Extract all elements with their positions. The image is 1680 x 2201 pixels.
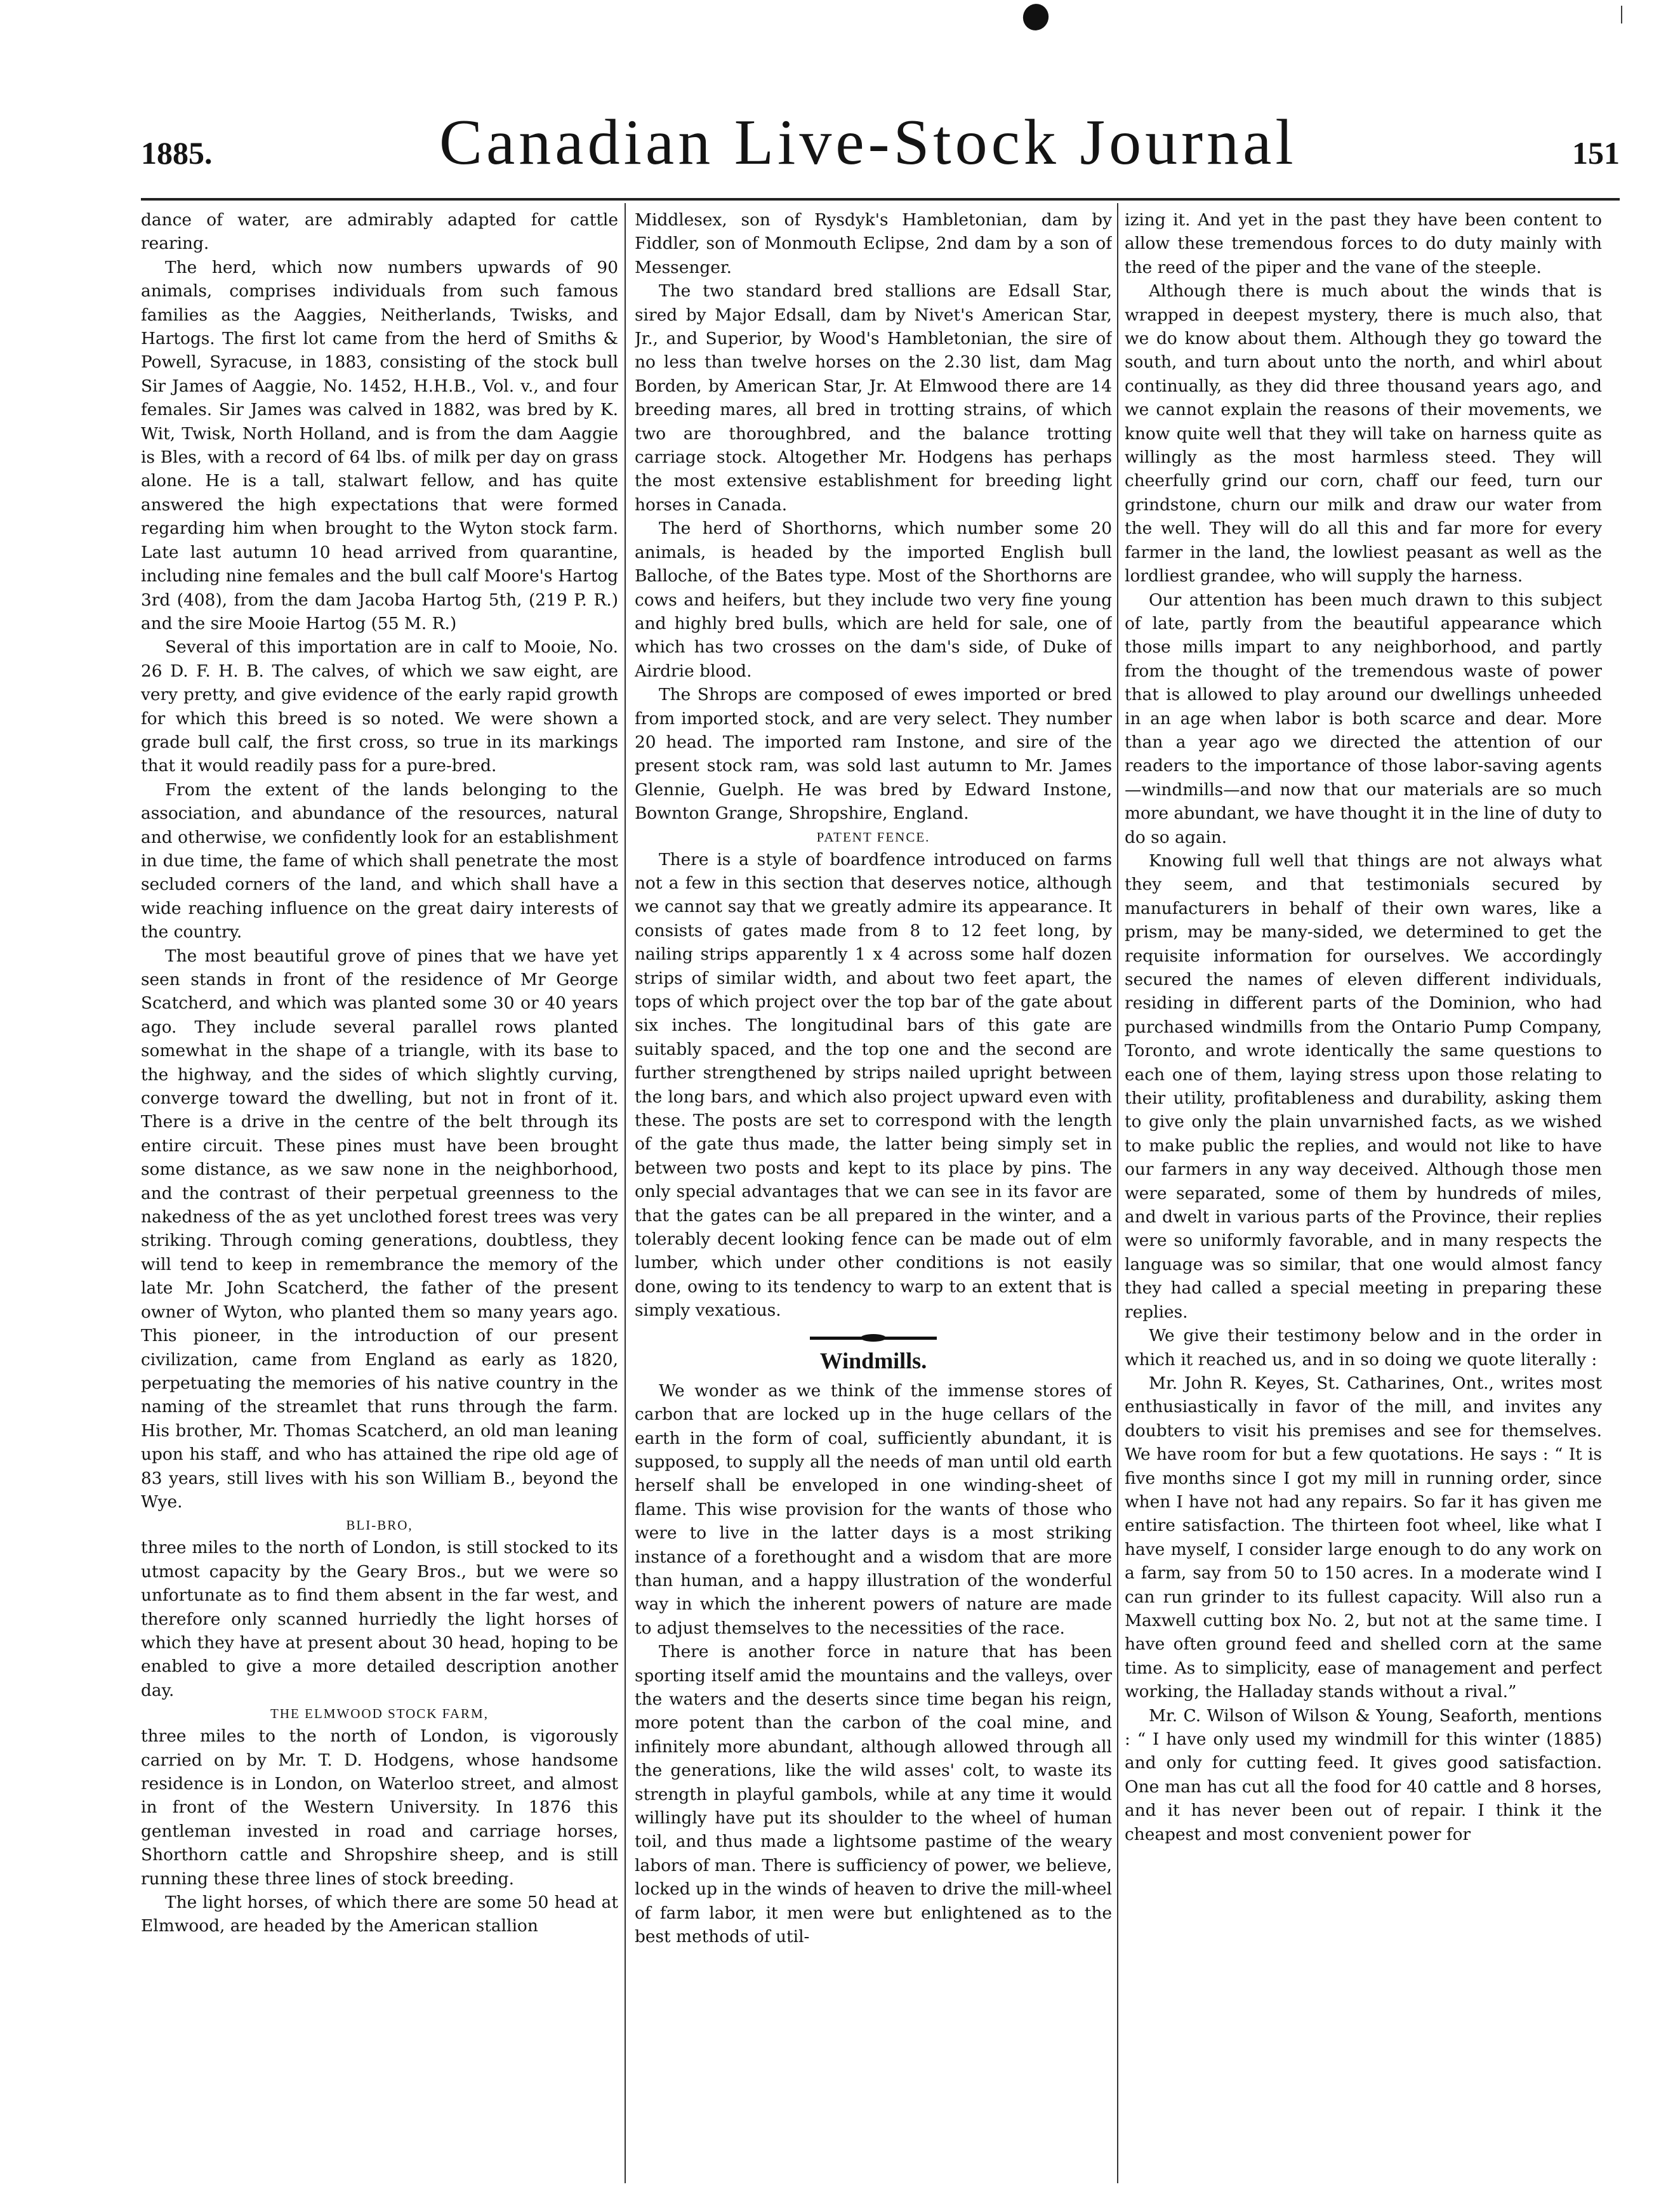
paragraph: Our attention has been much drawn to this subject of late, partly from the beautiful appearance which those mills impart to any neighborhood, and partly from the thought of the tremendous waste of power that is allowed to play around our dwellings unheeded in an age when labor is both scarce and dear. More than a year ago we directed the attention of our readers to the importance of those labor-saving agents—windmills—and now that our materials are so much more abundant, we have thought it in the line of duty to do so again. — [1125, 590, 1602, 847]
paragraph: three miles to the north of London, is still stocked to its utmost capacity by the Geary Bros., but we were so unfortunate as to find them absent in the far west, and therefore only scanned hurriedly the light horses of which they have at present about 30 head, hoping to be enabled to give a more detailed description another day. — [141, 1538, 618, 1700]
paragraph: Knowing full well that things are not always what they seem, and that testimonials secured by manufacturers in behalf of their own wares, like a prism, may be many-sided, we determined to get the requisite information for ourselves. We accordingly secured the names of eleven different individuals, residing in different parts of the Dominion, who had purchased windmills from the Ontario Pump Company, Toronto, and wrote identically the same questions to each one of them, laying stress upon those relating to their utility, profitableness and durability, asking them to give only the plain unvarnished facts, as we wished to make public the replies, and would not like to have our farmers in any way deceived. Although those men were separated, some of them by hundreds of miles, and dwelt in various parts of the Province, their replies were so uniformly favorable, and in many respects the language was so similar, that one would almost fancy they had called a special meeting in preparing these replies. — [1125, 850, 1602, 1322]
ornamental-divider — [810, 1337, 937, 1340]
page-number: 151 — [1572, 135, 1620, 171]
column-2 — [635, 208, 1112, 2182]
paragraph: The herd of Shorthorns, which number some 20 animals, is headed by the imported English bull Balloche, of the Bates type. Most of the Shorthorns are cows and heifers, but they include two very fine young and highly bred bulls, which are held for sale, one of which has two crosses on the dam's side, of Duke of Airdrie blood. — [635, 519, 1112, 681]
paragraph: The light horses, of which there are some 50 head at Elmwood, are headed by the American stallion — [141, 1893, 618, 1936]
paragraph: Mr. John R. Keyes, St. Catharines, Ont., writes most enthusiastically in favor of the mill, and invites any doubters to visit his premises and see for themselves. We have room for but a few quotations. He says : “ It is five months since I got my mill in running order, since when I have not had any repairs. So far it has given me entire satisfaction. The thirteen foot wheel, like what I have myself, I consider large enough to do any work on a farm, say from 50 to 150 acres. In a moderate wind I can run grinder to its fullest capacity. Will also run a Maxwell cutting box No. 2, but not at the same time. I have often ground feed and shelled corn at the same time. As to simplicity, ease of management and perfect working, the Halladay stands without a rival.” — [1125, 1373, 1602, 1702]
pencil-mark-icon: ǀ — [1618, 1, 1624, 29]
ink-blot-icon — [1019, 0, 1052, 34]
section-heading-bli-bro: BLI-BRO, — [346, 1517, 413, 1533]
paragraph: dance of water, are admirably adapted for cattle rearing. — [141, 210, 618, 254]
paragraph: The two standard bred stallions are Edsall Star, sired by Major Edsall, dam by Nivet's American Star, Jr., and Superior, by Wood's Hambletonian, the sire of no less than twelve horses on the 2.30 list, dam Mag Borden, by American Star, Jr. At Elmwood there are 14 breeding mares, all bred in trotting strains, of which two are thoroughbred, and the balance trotting carriage stock. Altogether Mr. Hodgens has perhaps the most extensive establishment for breeding light horses in Canada. — [635, 281, 1112, 515]
issue-year: 1885. — [141, 135, 213, 171]
column-3 — [1125, 208, 1602, 2182]
section-heading-elmwood: THE ELMWOOD STOCK FARM, — [270, 1706, 489, 1722]
paragraph: We give their testimony below and in the order in which it reached us, and in so doing we quote literally : — [1125, 1326, 1602, 1370]
column-rule — [625, 203, 626, 2183]
paragraph: There is another force in nature that has been sporting itself amid the mountains and the valleys, over the waters and the deserts since time began his reign, more potent than the carbon of the coal mine, and infinitely more abundant, although allowed through all the generations, like the wild asses' colt, to waste its strength in playful gambols, while at any time it would willingly have put its shoulder to the wheel of human toil, and thus made a lightsome pastime of the weary labors of man. There is sufficiency of power, we believe, locked up in the winds of heaven to drive the mill-wheel of farm labor, it men were but enlightened as to the best methods of util- — [635, 1642, 1112, 1947]
paragraph: From the extent of the lands belonging to the association, and abundance of the resources, natural and otherwise, we confidently look for an establishment in due time, the fame of which shall penetrate the most secluded corners of the land, and which shall have a wide reaching influence on the great dairy interests of the country. — [141, 779, 618, 942]
column-rule — [1117, 203, 1118, 2183]
paragraph: Several of this importation are in calf to Mooie, No. 26 D. F. H. B. The calves, of which we saw eight, are very pretty, and give evidence of the early rapid growth for which this breed is so noted. We were shown a grade bull calf, the first cross, so true in its markings that it would readily pass for a pure-bred. — [141, 637, 618, 776]
journal-title: Canadian Live-Stock Journal — [439, 107, 1297, 178]
masthead-rule — [141, 198, 1620, 201]
paragraph: Mr. C. Wilson of Wilson & Young, Seaforth, mentions : “ I have only used my windmill for this winter (1885) and only for cutting feed. It gives good satisfaction. One man has cut all the food for 40 cattle and 8 horses, and it has never been out of repair. I think it the cheapest and most convenient power for — [1125, 1705, 1602, 1844]
paragraph: Although there is much about the winds that is wrapped in deepest mystery, there is much also, that we do know about them. Although they go toward the south, and turn about unto the north, and whirl about continually, as they did three thousand years ago, and we cannot explain the reasons of their movements, we know quite well that they will take on harness quite as willingly as the most harmless steed. They will cheerfully grind our corn, chaff our feed, turn our grindstone, churn our milk and draw our water from the well. They will do all this and far more for every farmer in the land, the lowliest peasant as well as the lordliest grandee, who will supply the harness. — [1125, 281, 1602, 586]
paragraph: Middlesex, son of Rysdyk's Hambletonian, dam by Fiddler, son of Monmouth Eclipse, 2nd dam by a son of Messenger. — [635, 210, 1112, 277]
paragraph: There is a style of boardfence introduced on farms not a few in this section that deserves notice, although we cannot say that we greatly admire its appearance. It consists of gates made from 8 to 12 feet long, by nailing strips apparently 1 x 4 across some half dozen strips of similar width, and about two feet apart, the tops of which project over the top bar of the gate about six inches. The longitudinal bars of this gate are suitably spaced, and the top one and the second are further strengthened by strips nailed upright between the long bars, and which also project upward even with these. The posts are set to correspond with the length of the gate thus made, the latter being simply set in between two posts and kept to its place by pins. The only special advantages that we can see in its favor are that the gates can be all prepared in the winter, and a tolerably decent looking fence can be made out of elm lumber, which under other conditions is not easily done, owing to its tendency to warp to an extent that is simply vexatious. — [635, 849, 1112, 1321]
paragraph: The Shrops are composed of ewes imported or bred from imported stock, and are very select. They number 20 head. The imported ram Instone, and sire of the present stock ram, was sold last autumn to Mr. James Glennie, Guelph. He was bred by Edward Instone, Bownton Grange, Shropshire, England. — [635, 685, 1112, 824]
paragraph: We wonder as we think of the immense stores of carbon that are locked up in the huge cellars of the earth in the form of coal, sufficiently abundant, it is supposed, to supply all the needs of man until old earth herself shall be enveloped in one winding-sheet of flame. This wise provision for the wants of those who were to live in the latter days is a most striking instance of a forethought and a wisdom that are more than human, and a happy illustration of the wonderful way in which the inherent powers of nature are made to adjust themselves to the necessities of the race. — [635, 1380, 1112, 1638]
paragraph: three miles to the north of London, is vigorously carried on by Mr. T. D. Hodgens, whose handsome residence is in London, on Waterloo street, and almost in front of the Western University. In 1876 this gentleman invested in road and carriage horses, Shorthorn cattle and Shropshire sheep, and is still running these three lines of stock breeding. — [141, 1726, 618, 1889]
article-title-windmills: Windmills. — [819, 1347, 927, 1373]
section-heading-patent-fence: PATENT FENCE. — [816, 829, 930, 845]
paragraph: The herd, which now numbers upwards of 90 animals, comprises individuals from such famous families as the Aaggies, Neitherlands, Twisks, and Hartogs. The first lot came from the herd of Smiths & Powell, Syracuse, in 1883, consisting of the stock bull Sir James of Aaggie, No. 1452, H.H.B., Vol. v., and four females. Sir James was calved in 1882, was bred by K. Wit, Twisk, North Holland, and is from the dam Aaggie is Bles, with a record of 64 lbs. of milk per day on grass alone. He is a tall, stalwart fellow, and has quite answered the high expectations that were formed regarding him when brought to the Wyton stock farm. Late last autumn 10 head arrived from quarantine, including nine females and the bull calf Moore's Hartog 3rd (408), from the dam Jacoba Hartog 5th, (219 P. R.) and the sire Mooie Hartog (55 M. R.) — [141, 257, 618, 633]
column-1 — [141, 208, 618, 2182]
paragraph: The most beautiful grove of pines that we have yet seen stands in front of the residence of Mr George Scatcherd, and which was planted some 30 or 40 years ago. They include several parallel rows planted somewhat in the shape of a triangle, with its base to the highway, and the sides of which slightly curving, converge toward the dwelling, but not in front of it. There is a drive in the centre of the belt through its entire circuit. These pines must have been brought some distance, as we saw none in the neighborhood, and the contrast of their perpetual greenness to the nakedness of the as yet unclothed forest trees was very striking. Through coming generations, doubtless, they will tend to keep in remembrance the memory of the late Mr. John Scatcherd, the father of the present owner of Wyton, who planted them so many years ago. This pioneer, in the introduction of our present civilization, came from England as early as 1820, perpetuating the memories of his native country in the naming of the streamlet that runs through the farm. His brother, Mr. Thomas Scatcherd, an old man leaning upon his staff, and who has attained the ripe old age of 83 years, still lives with his son William B., beyond the Wye. — [141, 946, 618, 1512]
masthead — [141, 100, 1620, 183]
paragraph: izing it. And yet in the past they have been content to allow these tremendous forces to do duty mainly with the reed of the piper and the vane of the steeple. — [1125, 210, 1602, 277]
